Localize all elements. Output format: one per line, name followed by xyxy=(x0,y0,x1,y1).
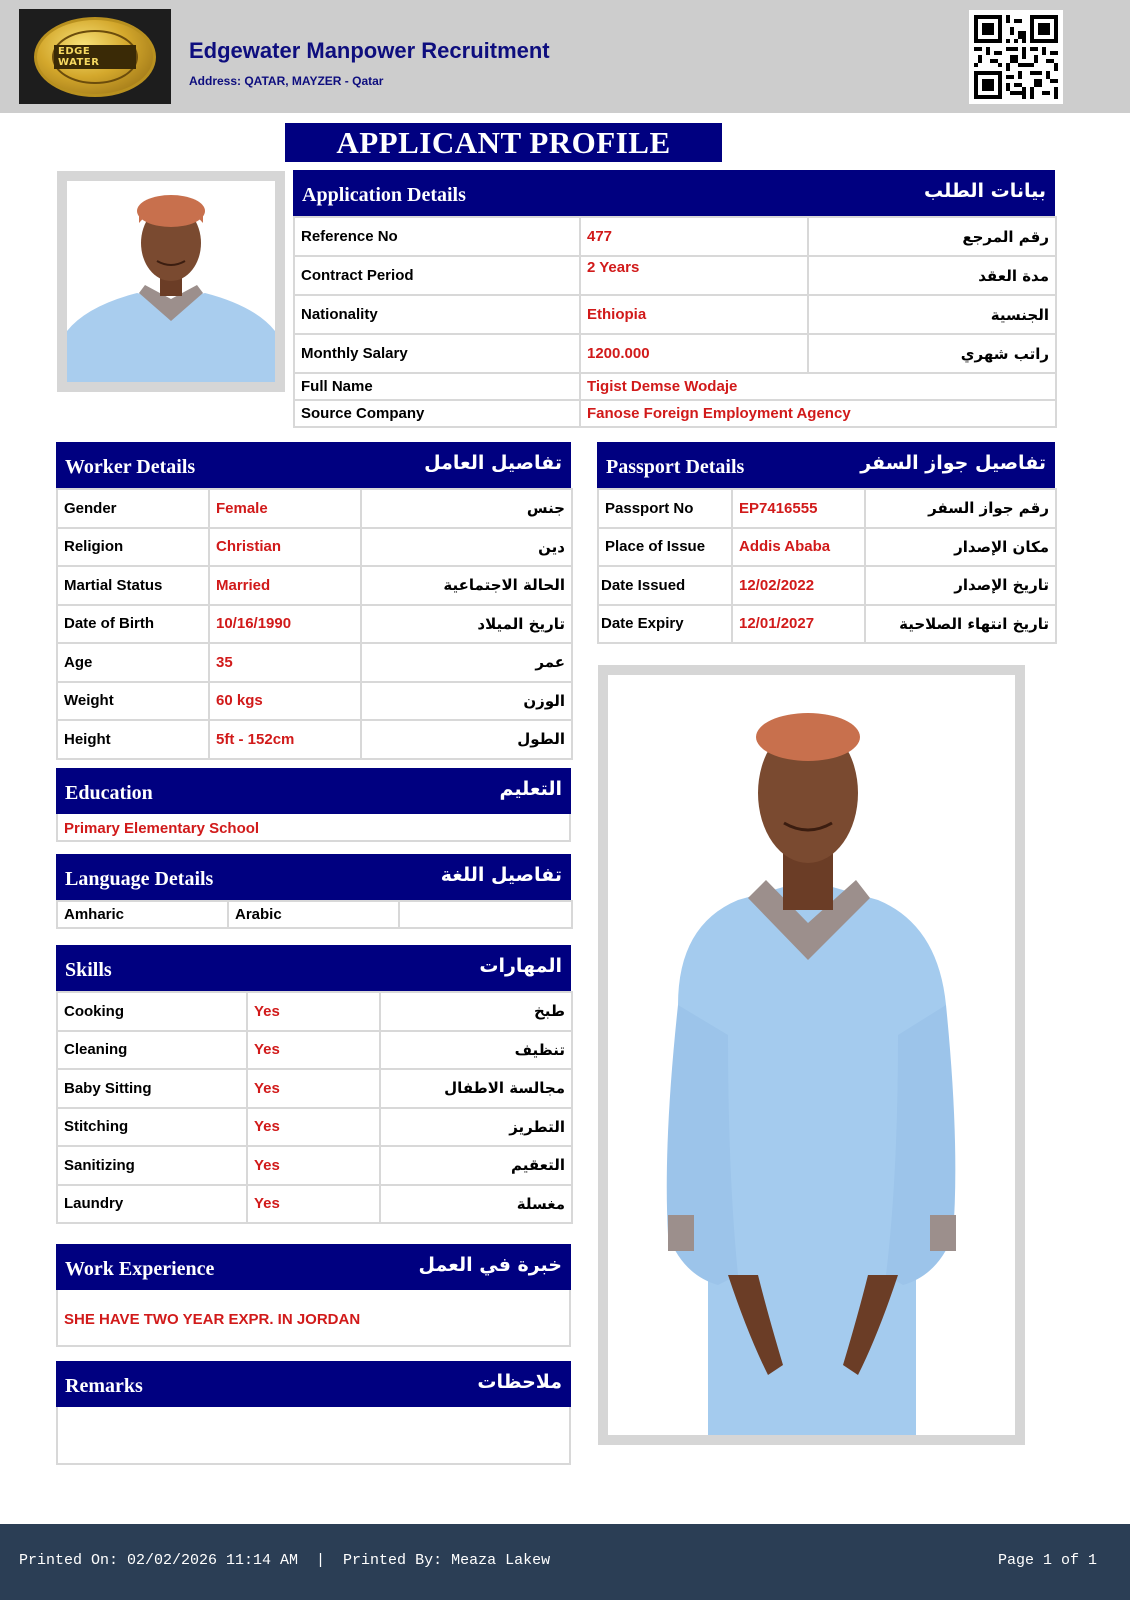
passport-details-title: Passport Details xyxy=(606,455,745,478)
field-label: Reference No xyxy=(294,217,580,256)
table-row xyxy=(57,1108,572,1147)
page-title: APPLICANT PROFILE xyxy=(285,123,722,162)
field-value: Married xyxy=(209,566,361,605)
language-details-header xyxy=(56,854,571,900)
table-row xyxy=(57,682,572,721)
skill-value: Yes xyxy=(247,1108,380,1147)
source-company-value: Fanose Foreign Employment Agency xyxy=(580,400,1056,427)
field-label: Height xyxy=(57,720,209,759)
application-details-header xyxy=(293,170,1055,216)
field-label: Date Expiry xyxy=(598,605,732,644)
skill-label: Laundry xyxy=(57,1185,247,1224)
remarks-section xyxy=(56,1361,571,1465)
application-details-title: Application Details xyxy=(302,183,466,206)
field-value: 10/16/1990 xyxy=(209,605,361,644)
skill-label: Sanitizing xyxy=(57,1146,247,1185)
table-row xyxy=(294,334,1056,373)
application-details-title-ar: بيانات الطلب xyxy=(923,180,1046,202)
table-row xyxy=(57,1069,572,1108)
table-row xyxy=(294,217,1056,256)
table-row xyxy=(598,566,1056,605)
full-name-label: Full Name xyxy=(294,373,580,400)
full-name-value: Tigist Demse Wodaje xyxy=(580,373,1056,400)
skill-label-ar: مجالسة الاطفال xyxy=(380,1069,572,1108)
passport-details-table xyxy=(597,488,1057,644)
worker-details-section xyxy=(56,442,571,760)
remarks-value xyxy=(56,1407,571,1465)
field-label-ar: تاريخ انتهاء الصلاحية xyxy=(865,605,1056,644)
table-row xyxy=(598,605,1056,644)
applicant-portrait-photo xyxy=(67,181,275,382)
skill-value: Yes xyxy=(247,992,380,1031)
field-label-ar: مدة العقد xyxy=(808,256,1056,295)
field-label: Monthly Salary xyxy=(294,334,580,373)
table-row xyxy=(57,566,572,605)
application-details-section xyxy=(293,170,1055,428)
skill-label: Stitching xyxy=(57,1108,247,1147)
field-label: Age xyxy=(57,643,209,682)
language-table xyxy=(56,900,573,929)
table-row xyxy=(57,992,572,1031)
education-value: Primary Elementary School xyxy=(56,814,571,842)
table-row xyxy=(294,400,1056,427)
field-label: Weight xyxy=(57,682,209,721)
field-label-ar: الطول xyxy=(361,720,572,759)
table-row xyxy=(57,720,572,759)
field-label-ar: تاريخ الإصدار xyxy=(865,566,1056,605)
language-item: Amharic xyxy=(57,901,228,928)
field-label-ar: الوزن xyxy=(361,682,572,721)
language-details-title-ar: تفاصيل اللغة xyxy=(440,864,562,886)
field-label-ar: عمر xyxy=(361,643,572,682)
remarks-header xyxy=(56,1361,571,1407)
skills-section xyxy=(56,945,571,1224)
field-value: Ethiopia xyxy=(580,295,808,334)
skill-label-ar: تنظيف xyxy=(380,1031,572,1070)
table-row xyxy=(57,528,572,567)
education-section xyxy=(56,768,571,842)
work-experience-title: Work Experience xyxy=(65,1257,215,1280)
table-row xyxy=(294,373,1056,400)
page-number: Page 1 of 1 xyxy=(997,1552,1097,1569)
skill-label-ar: التعقيم xyxy=(380,1146,572,1185)
page-footer xyxy=(0,1524,1130,1600)
field-value: EP7416555 xyxy=(732,489,865,528)
field-label: Place of Issue xyxy=(598,528,732,567)
field-value: 60 kgs xyxy=(209,682,361,721)
skills-title: Skills xyxy=(65,958,112,981)
worker-details-header xyxy=(56,442,571,488)
field-label: Contract Period xyxy=(294,256,580,295)
skill-label-ar: التطريز xyxy=(380,1108,572,1147)
skill-value: Yes xyxy=(247,1185,380,1224)
education-header xyxy=(56,768,571,814)
remarks-title-ar: ملاحظات xyxy=(477,1371,562,1393)
table-row xyxy=(57,489,572,528)
table-row xyxy=(598,528,1056,567)
table-row xyxy=(57,605,572,644)
applicant-full-photo xyxy=(608,675,1015,1435)
field-label: Religion xyxy=(57,528,209,567)
field-label: Passport No xyxy=(598,489,732,528)
field-label-ar: الجنسية xyxy=(808,295,1056,334)
passport-details-section xyxy=(597,442,1055,644)
language-item: Arabic xyxy=(228,901,399,928)
education-title-ar: التعليم xyxy=(499,778,562,800)
field-value: 5ft - 152cm xyxy=(209,720,361,759)
field-label-ar: رقم المرجع xyxy=(808,217,1056,256)
skill-label: Cleaning xyxy=(57,1031,247,1070)
field-label: Martial Status xyxy=(57,566,209,605)
work-experience-section xyxy=(56,1244,571,1347)
print-info: Printed On: 02/02/2026 11:14 AM | Printed By: Meaza Lakew xyxy=(19,1552,551,1569)
skill-label-ar: مغسلة xyxy=(380,1185,572,1224)
company-logo xyxy=(19,9,171,104)
passport-details-title-ar: تفاصيل جواز السفر xyxy=(860,452,1046,474)
field-value: 12/02/2022 xyxy=(732,566,865,605)
remarks-title: Remarks xyxy=(65,1374,143,1397)
skill-label-ar: طبخ xyxy=(380,992,572,1031)
field-value: Addis Ababa xyxy=(732,528,865,567)
logo-emblem xyxy=(34,17,156,97)
page-header xyxy=(0,0,1130,113)
field-value: Female xyxy=(209,489,361,528)
table-row xyxy=(294,256,1056,295)
skills-table xyxy=(56,991,573,1224)
skill-value: Yes xyxy=(247,1031,380,1070)
work-experience-header xyxy=(56,1244,571,1290)
skills-header xyxy=(56,945,571,991)
field-label-ar: دين xyxy=(361,528,572,567)
field-value: 12/01/2027 xyxy=(732,605,865,644)
table-row xyxy=(57,1185,572,1224)
table-row xyxy=(57,1031,572,1070)
company-address: Address: QATAR, MAYZER - Qatar xyxy=(189,74,384,88)
field-value: 477 xyxy=(580,217,808,256)
field-value: 2 Years xyxy=(580,256,808,295)
application-details-table xyxy=(293,216,1057,428)
work-experience-value: SHE HAVE TWO YEAR EXPR. IN JORDAN xyxy=(56,1290,571,1347)
field-label-ar: تاريخ الميلاد xyxy=(361,605,572,644)
worker-details-title-ar: تفاصيل العامل xyxy=(424,452,562,474)
field-label-ar: راتب شهري xyxy=(808,334,1056,373)
field-label: Nationality xyxy=(294,295,580,334)
field-value: Christian xyxy=(209,528,361,567)
table-row xyxy=(294,295,1056,334)
full-photo-frame xyxy=(598,665,1025,1445)
logo-text: EDGE WATER xyxy=(54,45,136,69)
table-row xyxy=(598,489,1056,528)
field-label-ar: الحالة الاجتماعية xyxy=(361,566,572,605)
table-row xyxy=(57,1146,572,1185)
worker-details-table xyxy=(56,488,573,760)
skill-label: Cooking xyxy=(57,992,247,1031)
language-item xyxy=(399,901,572,928)
skill-value: Yes xyxy=(247,1069,380,1108)
field-label-ar: جنس xyxy=(361,489,572,528)
field-label: Gender xyxy=(57,489,209,528)
work-experience-title-ar: خبرة في العمل xyxy=(418,1254,562,1276)
skills-title-ar: المهارات xyxy=(479,955,562,977)
passport-details-header xyxy=(597,442,1055,488)
source-company-label: Source Company xyxy=(294,400,580,427)
field-value: 35 xyxy=(209,643,361,682)
table-row xyxy=(57,643,572,682)
language-details-section xyxy=(56,854,571,929)
portrait-photo-frame xyxy=(57,171,285,392)
field-label: Date of Birth xyxy=(57,605,209,644)
qr-code-icon xyxy=(969,10,1063,104)
education-title: Education xyxy=(65,781,153,804)
field-label-ar: رقم جواز السفر xyxy=(865,489,1056,528)
language-details-title: Language Details xyxy=(65,867,214,890)
skill-label: Baby Sitting xyxy=(57,1069,247,1108)
table-row xyxy=(57,901,572,928)
field-value: 1200.000 xyxy=(580,334,808,373)
skill-value: Yes xyxy=(247,1146,380,1185)
field-label: Date Issued xyxy=(598,566,732,605)
field-label-ar: مكان الإصدار xyxy=(865,528,1056,567)
worker-details-title: Worker Details xyxy=(65,455,196,478)
company-name: Edgewater Manpower Recruitment xyxy=(189,38,550,63)
